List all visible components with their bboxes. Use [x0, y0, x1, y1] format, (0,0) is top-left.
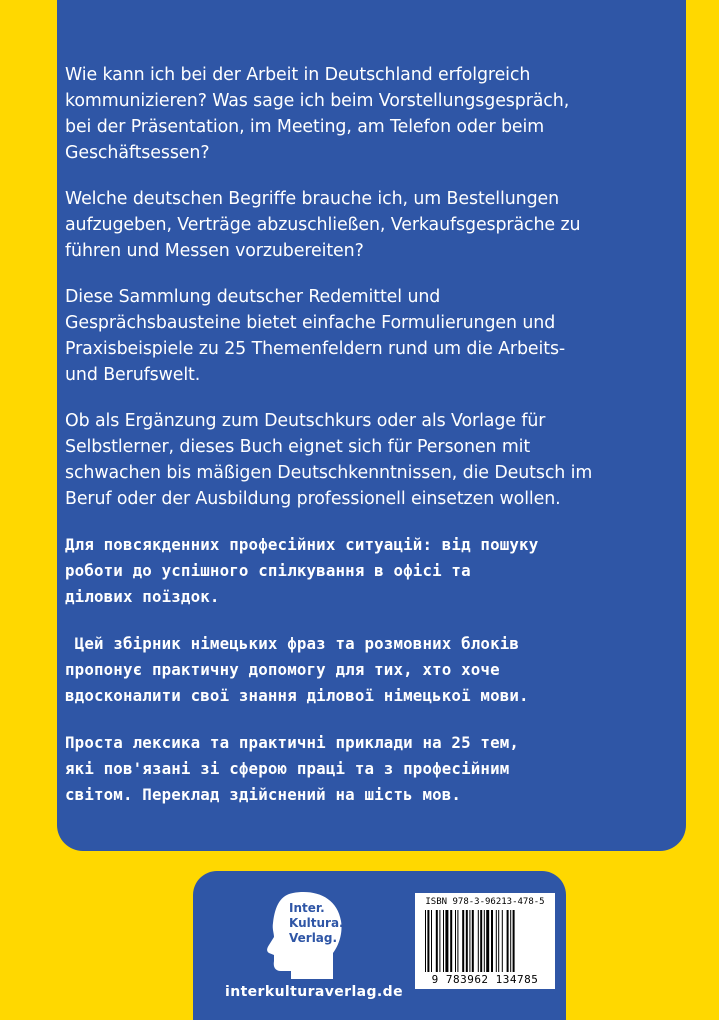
barcode-bar: [510, 910, 511, 972]
barcode-digits: 9 783962 134785: [431, 973, 539, 986]
barcode-bar: [496, 910, 497, 972]
ukrainian-paragraph-1: Для повсякденних професійних ситуацій: від пошуку роботи до успішного спілкування в офісі та ділових поїздок.: [65, 535, 539, 606]
barcode-bar: [431, 910, 432, 972]
barcode-bar: [469, 910, 470, 972]
barcode-bar: [478, 910, 479, 972]
barcode-bars-icon: [425, 910, 545, 972]
back-cover-panel: [57, 0, 686, 851]
logo-line-3: Verlag.: [289, 931, 338, 945]
publisher-panel: [193, 871, 566, 1020]
barcode-bar: [445, 910, 448, 972]
german-paragraph-3: Diese Sammlung deutscher Redemittel und Gesprächsbausteine bietet einfache Formulierungen und Praxisbeispiele zu 25 Themenfeldern rund um die Arbeits- und Berufswelt.: [65, 287, 566, 385]
barcode-bar: [491, 910, 493, 972]
ukrainian-section: [65, 532, 672, 808]
ukrainian-paragraph-3: Проста лексика та практичні приклади на 25 тем, які пов'язані зі сферою праці та з професійним світом. Переклад здійснений на шість мов.: [65, 733, 520, 804]
barcode-bar: [513, 910, 515, 972]
barcode-bar: [450, 910, 452, 972]
publisher-logo-text: [289, 901, 344, 946]
barcode-bar: [462, 910, 464, 972]
barcode-bar: [439, 910, 440, 972]
barcode-bar: [472, 910, 474, 972]
barcode-bar: [484, 910, 485, 972]
barcode-bar: [507, 910, 509, 972]
barcode-bar: [455, 910, 456, 972]
logo-line-2: Kultura.: [289, 916, 344, 930]
barcode-bar: [498, 910, 499, 972]
barcode-bar: [425, 910, 426, 972]
barcode-bar: [457, 910, 458, 972]
barcode-bar: [480, 910, 482, 972]
publisher-website: interkulturaverlag.de: [225, 984, 403, 1000]
barcode-bar: [436, 910, 438, 972]
barcode-bar: [427, 910, 429, 972]
barcode-bar: [466, 910, 468, 972]
isbn-label: ISBN 978-3-96213-478-5: [425, 897, 545, 907]
german-paragraph-2: Welche deutschen Begriffe brauche ich, um Bestellungen aufzugeben, Verträge abzuschließen, Verkaufsgespräche zu führen und Messen vorzubereiten?: [65, 189, 581, 261]
german-paragraph-1: Wie kann ich bei der Arbeit in Deutschland erfolgreich kommunizieren? Was sage ich beim Vorstellungsgespräch, bei der Präsentation, im Meeting, am Telefon oder beim Geschäftsessen?: [65, 65, 570, 163]
german-paragraph-4: Ob als Ergänzung zum Deutschkurs oder als Vorlage für Selbstlerner, dieses Buch eignet sich für Personen mit schwachen bis mäßigen Deutschkenntnissen, die Deutsch im Beruf oder der Ausbildung professionell einsetzen wollen.: [65, 411, 593, 509]
logo-line-1: Inter.: [289, 901, 325, 915]
barcode-bar: [486, 910, 489, 972]
barcode-bar: [502, 910, 503, 972]
ukrainian-paragraph-2: Цей збірник німецьких фраз та розмовних блоків пропонує практичну допомогу для тих, хто хоче вдосконалити свої знання ділової німецької мови.: [65, 634, 529, 705]
barcode-bar: [443, 910, 444, 972]
isbn-barcode: [415, 893, 555, 989]
